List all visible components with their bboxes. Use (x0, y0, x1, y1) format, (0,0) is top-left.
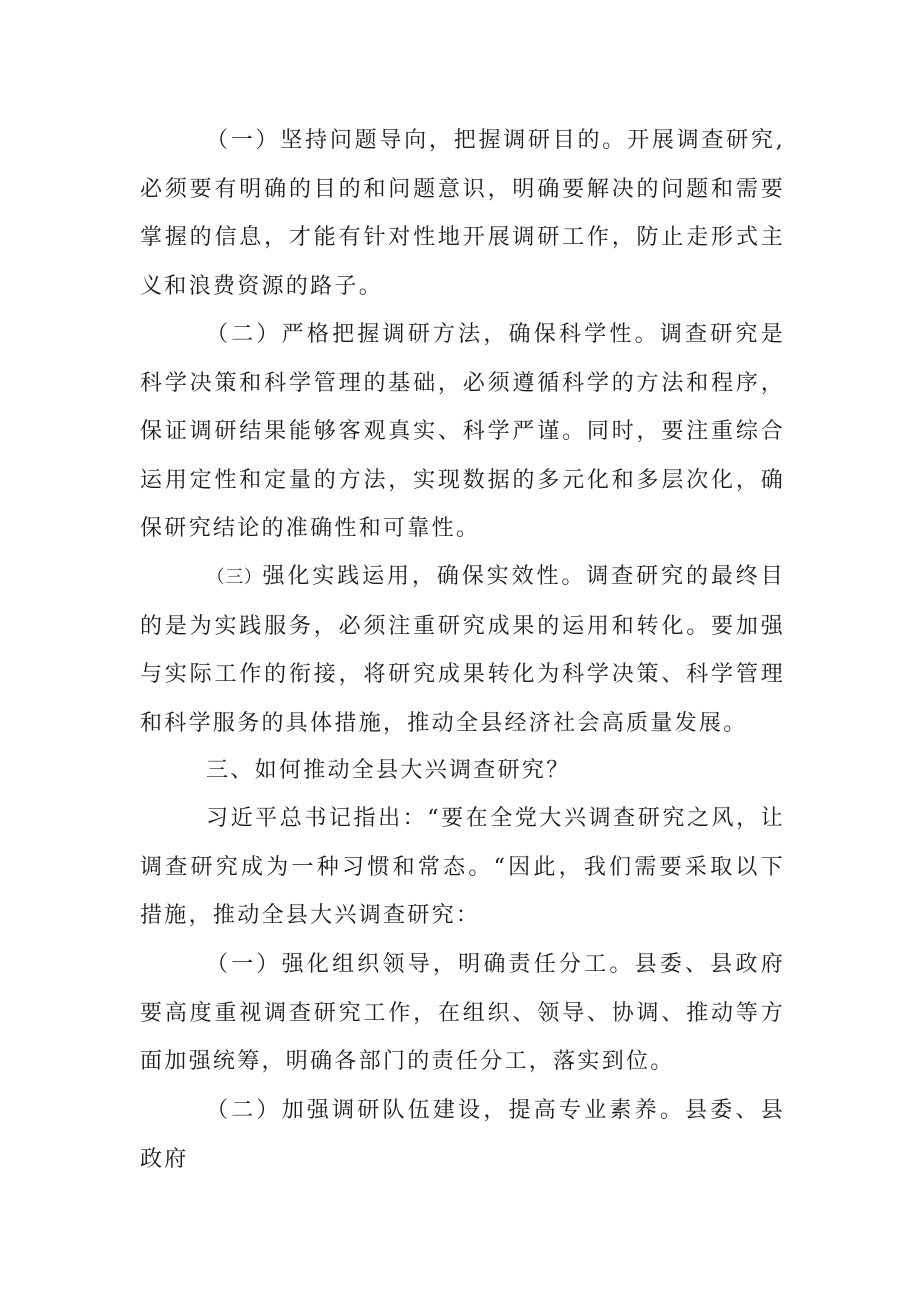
paragraph-3 (140, 553, 785, 748)
paragraph-1: （一）坚持问题导向，把握调研目的。开展调查研究,必须要有明确的目的和问题意识，明确要解决的问题和需要掌握的信息，才能有针对性地开展调研工作，防止走形式主义和浪费资源的路子。 (140, 128, 785, 299)
paragraph-7: （二）加强调研队伍建设，提高专业素养。县委、县政府 (140, 1098, 785, 1172)
paragraph-3-body: 强化实践运用，确保实效性。调查研究的最终目的是为实践服务，必须注重研究成果的运用和转化。要加强与实际工作的衔接，将研究成果转化为科学决策、科学管理和科学服务的具体措施，推动全县经济社会高质量发展。 (140, 564, 785, 736)
paragraph-5: 习近平总书记指出：“要在全党大兴调查研究之风，让调查研究成为一种习惯和常态。“因此，我们需要采取以下措施，推动全县大兴调查研究： (140, 806, 785, 928)
section-heading: 三、如何推动全县大兴调查研究？ (206, 758, 571, 783)
paragraph-3-lead: （三） (206, 567, 263, 588)
paragraph-6: （一）强化组织领导，明确责任分工。县委、县政府要高度重视调查研究工作，在组织、领导、协调、推动等方面加强统筹，明确各部门的责任分工，落实到位。 (140, 952, 785, 1074)
paragraph-2: （二）严格把握调研方法，确保科学性。调查研究是科学决策和科学管理的基础，必须遵循科学的方法和程序，保证调研结果能够客观真实、科学严谨。同时，要注重综合运用定性和定量的方法，实现数据的多元化和多层次化，确保研究结论的准确性和可靠性。 (140, 322, 785, 541)
